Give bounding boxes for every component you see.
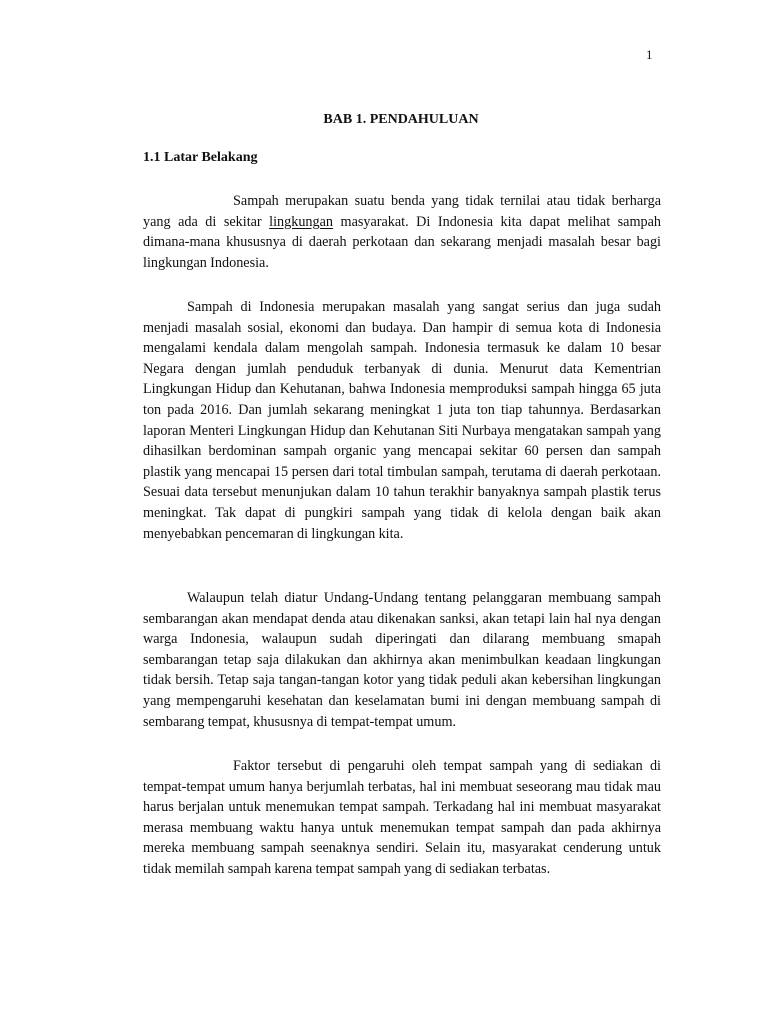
chapter-title: BAB 1. PENDAHULUAN [323, 112, 479, 127]
paragraph-1-text-start: Sampah merupakan suatu benda yang tidak ternilai atau tidak berharga yang ada di sekitar [143, 193, 661, 230]
section-heading: 1.1 Latar Belakang [143, 150, 258, 165]
paragraph-3: Walaupun telah diatur Undang-Undang tentang pelanggaran membuang sampah sembarangan akan mendapat denda atau dikenakan sanksi, akan tetapi lain hal nya dengan warga Indonesia, walaupun sudah diperingati dan dilarang membuang smapah sembarangan tetap saja dilakukan dan akhirnya akan menimbulkan keadaan lingkungan tidak bersih. Tetap saja tangan-tangan kotor yang tidak peduli akan kebersihan lingkungan yang mempengaruhi kesehatan dan keselamatan bumi ini dengan membuang sampah di sembarang tempat, khususnya di tempat-tempat umum. [143, 590, 661, 730]
underlined-word: lingkungan [269, 213, 334, 230]
page-number: 1 [646, 47, 653, 62]
paragraph-1 [143, 191, 661, 273]
paragraph-2: Sampah di Indonesia merupakan masalah yang sangat serius dan juga sudah menjadi masalah sosial, ekonomi dan budaya. Dan hampir di semua kota di Indonesia mengalami kendala dalam mengolah sampah. Indonesia termasuk ke dalam 10 besar Negara dengan jumlah penduduk terbanyak di dunia. Menurut data Kementrian Lingkungan Hidup dan Kehutanan, bahwa Indonesia memproduksi sampah hingga 65 juta ton pada 2016. Dan jumlah sekarang meningkat 1 juta ton tiap tahunnya. Berdasarkan laporan Menteri Lingkungan Hidup dan Kehutanan Siti Nurbaya mengatakan sampah yang dihasilkan berdominan sampah organic yang mencapai sekitar 60 persen dan sampah plastik yang mencapai 15 persen dari total timbulan sampah, terutama di daerah perkotaan. Sesuai data tersebut menunjukan dalam 10 tahun terakhir banyaknya sampah plastik terus meningkat. Tak dapat di pungkiri sampah yang tidak di kelola dengan baik akan menyebabkan pencemaran di lingkungan kita. [143, 299, 661, 542]
paragraph-1-text-end: masyarakat. Di Indonesia kita dapat melihat sampah dimana-mana khususnya di daerah perkotaan dan sekarang menjadi masalah besar bagi lingkungan Indonesia. [143, 213, 661, 271]
paragraph-4: Faktor tersebut di pengaruhi oleh tempat sampah yang di sediakan di tempat-tempat umum hanya berjumlah terbatas, hal ini membuat seseorang mau tidak mau harus berjalan untuk menemukan tempat sampah. Terkadang hal ini membuat masyarakat merasa membuang waktu hanya untuk menemukan tempat sampah dan pada akhirnya mereka membuang sampah seenaknya sendiri. Selain itu, masyarakat cenderung untuk tidak memilah sampah karena tempat sampah yang di sediakan terbatas. [143, 758, 661, 877]
